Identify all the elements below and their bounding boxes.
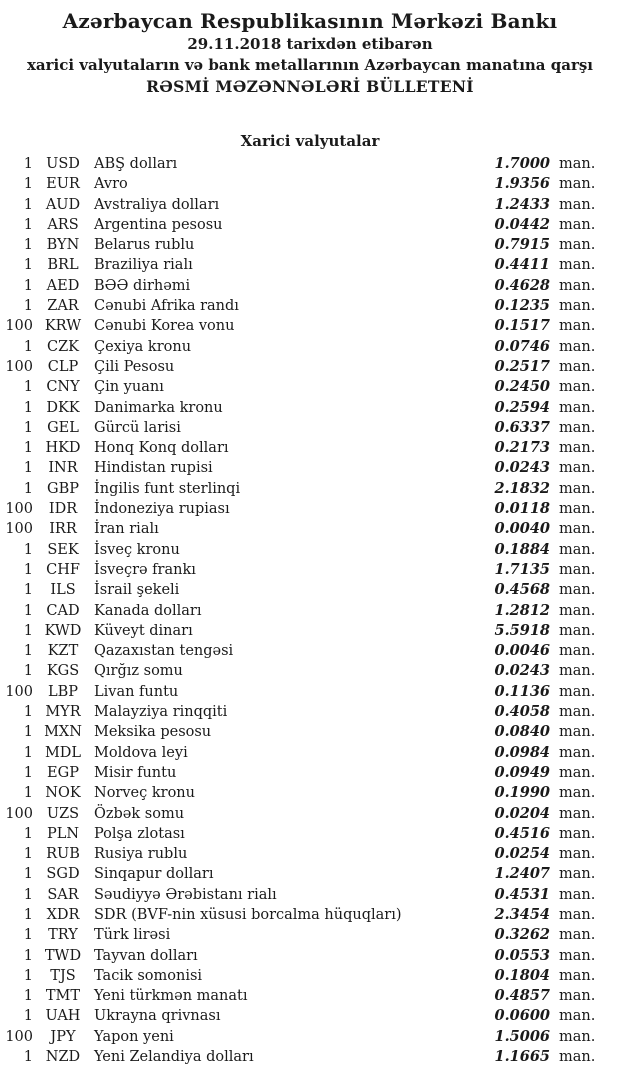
currency-name: Yapon yeni xyxy=(94,1028,174,1045)
currency-name: İsrail şekeli xyxy=(94,582,180,599)
exchange-rate: 1.9356 xyxy=(494,175,550,193)
currency-name: İndoneziya rupiası xyxy=(94,501,230,518)
nominal-quantity: 1 xyxy=(23,602,33,619)
exchange-rate: 0.1136 xyxy=(494,682,550,700)
table-row xyxy=(0,499,600,519)
exchange-rate: 2.1832 xyxy=(494,479,550,497)
currency-code: MDL xyxy=(44,744,82,761)
table-row xyxy=(0,1006,600,1026)
nominal-quantity: 100 xyxy=(5,501,33,518)
table-row xyxy=(0,458,600,478)
exchange-rate: 0.2450 xyxy=(494,378,550,396)
unit-label: man. xyxy=(559,1008,596,1025)
exchange-rate: 0.4531 xyxy=(494,885,550,903)
table-row xyxy=(0,804,600,824)
exchange-rate: 1.2433 xyxy=(494,195,550,213)
exchange-rate: 0.0840 xyxy=(494,723,550,741)
nominal-quantity: 1 xyxy=(23,846,33,863)
currency-name: BƏƏ dirhəmi xyxy=(94,277,191,294)
currency-name: İsveç kronu xyxy=(94,541,180,558)
unit-label: man. xyxy=(559,156,596,172)
table-row xyxy=(0,966,600,986)
nominal-quantity: 100 xyxy=(5,521,33,538)
currency-name: Argentina pesosu xyxy=(94,216,223,233)
table-row xyxy=(0,925,600,945)
currency-code: TWD xyxy=(44,947,82,964)
table-row xyxy=(0,255,600,275)
exchange-rate: 0.1235 xyxy=(494,297,550,315)
nominal-quantity: 1 xyxy=(23,663,33,680)
currency-rates-table xyxy=(0,154,620,1067)
unit-label: man. xyxy=(559,866,596,883)
exchange-rate: 0.0243 xyxy=(494,459,550,477)
table-row xyxy=(0,621,600,641)
unit-label: man. xyxy=(559,541,596,558)
currency-name: Qırğız somu xyxy=(94,663,183,680)
unit-label: man. xyxy=(559,501,596,518)
unit-label: man. xyxy=(559,846,596,863)
unit-label: man. xyxy=(559,480,596,497)
unit-label: man. xyxy=(559,988,596,1005)
exchange-rate: 1.2407 xyxy=(494,865,550,883)
nominal-quantity: 1 xyxy=(23,257,33,274)
table-row xyxy=(0,641,600,661)
exchange-rate: 0.0046 xyxy=(494,642,550,660)
unit-label: man. xyxy=(559,216,596,233)
table-row xyxy=(0,763,600,783)
nominal-quantity: 1 xyxy=(23,967,33,984)
currency-code: KZT xyxy=(47,643,79,660)
currency-code: ZAR xyxy=(47,298,79,315)
unit-label: man. xyxy=(559,663,596,680)
unit-label: man. xyxy=(559,947,596,964)
table-row xyxy=(0,1027,600,1047)
currency-name: İran rialı xyxy=(94,521,159,538)
exchange-rate: 0.1884 xyxy=(494,540,550,558)
currency-code: EGP xyxy=(47,764,79,781)
exchange-rate: 0.4411 xyxy=(494,256,550,274)
exchange-rate: 0.0040 xyxy=(494,520,550,538)
table-row xyxy=(0,337,600,357)
nominal-quantity: 1 xyxy=(23,1049,33,1066)
exchange-rate: 0.0204 xyxy=(494,804,550,822)
nominal-quantity: 1 xyxy=(23,399,33,416)
table-row xyxy=(0,540,600,560)
table-row xyxy=(0,357,600,377)
nominal-quantity: 1 xyxy=(23,216,33,233)
exchange-rate: 0.0553 xyxy=(494,946,550,964)
table-row xyxy=(0,864,600,884)
bank-name: Azərbaycan Respublikasının Mərkəzi Bankı xyxy=(62,9,558,33)
unit-label: man. xyxy=(559,602,596,619)
nominal-quantity: 100 xyxy=(5,358,33,375)
exchange-rate: 0.2517 xyxy=(494,357,550,375)
currency-code: GEL xyxy=(47,419,79,436)
currency-name: Türk lirəsi xyxy=(94,927,171,944)
nominal-quantity: 1 xyxy=(23,825,33,842)
currency-name: Meksika pesosu xyxy=(94,724,212,741)
unit-label: man. xyxy=(559,643,596,660)
currency-code: TMT xyxy=(45,988,81,1005)
currency-name: Çexiya kronu xyxy=(94,338,192,355)
table-row xyxy=(0,215,600,235)
nominal-quantity: 1 xyxy=(23,988,33,1005)
unit-label: man. xyxy=(559,257,596,274)
currency-code: UZS xyxy=(46,805,80,822)
currency-name: Danimarka kronu xyxy=(94,399,223,416)
nominal-quantity: 1 xyxy=(23,927,33,944)
exchange-rate: 0.1517 xyxy=(494,317,550,335)
table-row xyxy=(0,519,600,539)
table-row xyxy=(0,235,600,255)
table-row xyxy=(0,276,600,296)
exchange-rate: 1.5006 xyxy=(494,1027,550,1045)
effective-date-line: 29.11.2018 tarixdən etibarən xyxy=(187,35,433,53)
table-row xyxy=(0,316,600,336)
currency-name: Səudiyyə Ərəbistanı rialı xyxy=(94,886,277,903)
currency-name: İngilis funt sterlinqi xyxy=(94,480,241,497)
currency-code: TRY xyxy=(48,927,78,944)
currency-name: Polşa zlotası xyxy=(94,825,185,842)
nominal-quantity: 1 xyxy=(23,298,33,315)
currency-code: JPY xyxy=(50,1028,76,1045)
nominal-quantity: 1 xyxy=(23,156,33,172)
table-row xyxy=(0,154,600,174)
nominal-quantity: 1 xyxy=(23,419,33,436)
currency-name: Braziliya rialı xyxy=(94,257,193,274)
currency-code: AED xyxy=(46,277,80,294)
table-row xyxy=(0,1047,600,1067)
currency-name: Avstraliya dolları xyxy=(94,196,220,213)
subject-line: xarici valyutaların və bank metallarının Azərbaycan manatına qarşı xyxy=(26,56,594,74)
table-row xyxy=(0,195,600,215)
currency-name: Ukrayna qrivnası xyxy=(94,1008,221,1025)
currency-code: GBP xyxy=(47,480,79,497)
exchange-rate: 0.4628 xyxy=(494,276,550,294)
currency-name: Avro xyxy=(94,176,128,193)
currency-name: Tayvan dolları xyxy=(94,947,198,964)
table-row xyxy=(0,438,600,458)
nominal-quantity: 100 xyxy=(5,318,33,335)
currency-name: Misir funtu xyxy=(94,764,177,781)
currency-name: Norveç kronu xyxy=(94,785,195,802)
table-row xyxy=(0,398,600,418)
table-row xyxy=(0,946,600,966)
nominal-quantity: 1 xyxy=(23,460,33,477)
currency-code: MXN xyxy=(44,724,82,741)
table-row xyxy=(0,601,600,621)
unit-label: man. xyxy=(559,521,596,538)
unit-label: man. xyxy=(559,399,596,416)
currency-name: Kanada dolları xyxy=(94,602,202,619)
currency-name: Küveyt dinarı xyxy=(94,622,193,639)
exchange-rate: 0.0118 xyxy=(494,500,550,518)
exchange-rate: 0.0442 xyxy=(494,215,550,233)
currency-name: SDR (BVF-nin xüsusi borcalma hüquqları) xyxy=(94,906,402,923)
nominal-quantity: 1 xyxy=(23,1008,33,1025)
unit-label: man. xyxy=(559,683,596,700)
exchange-rate: 0.6337 xyxy=(494,418,550,436)
currency-name: Belarus rublu xyxy=(94,237,195,254)
currency-code: TJS xyxy=(50,967,76,984)
currency-name: Livan funtu xyxy=(94,683,179,700)
currency-name: Hindistan rupisi xyxy=(94,460,213,477)
currency-code: NZD xyxy=(45,1049,81,1066)
exchange-rate: 0.0984 xyxy=(494,743,550,761)
unit-label: man. xyxy=(559,561,596,578)
currency-code: XDR xyxy=(46,906,80,923)
currency-code: CZK xyxy=(46,338,79,355)
bulletin-header xyxy=(0,8,620,97)
currency-name: Cənubi Afrika randı xyxy=(94,298,239,315)
nominal-quantity: 100 xyxy=(5,683,33,700)
table-row xyxy=(0,783,600,803)
unit-label: man. xyxy=(559,419,596,436)
table-row xyxy=(0,885,600,905)
table-row xyxy=(0,986,600,1006)
currency-code: DKK xyxy=(46,399,80,416)
currency-code: MYR xyxy=(45,704,81,721)
bulletin-title: RƏSMİ MƏZƏNNƏLƏRİ BÜLLETENİ xyxy=(146,77,474,96)
table-row xyxy=(0,905,600,925)
unit-label: man. xyxy=(559,358,596,375)
table-row xyxy=(0,296,600,316)
nominal-quantity: 1 xyxy=(23,866,33,883)
exchange-rate: 5.5918 xyxy=(494,621,550,639)
currency-code: BYN xyxy=(46,237,80,254)
exchange-rate: 0.4857 xyxy=(494,987,550,1005)
currency-code: KWD xyxy=(44,622,82,639)
currency-code: CAD xyxy=(46,602,80,619)
nominal-quantity: 1 xyxy=(23,338,33,355)
currency-code: NOK xyxy=(45,785,81,802)
exchange-rate: 1.2812 xyxy=(494,601,550,619)
unit-label: man. xyxy=(559,967,596,984)
table-row xyxy=(0,479,600,499)
currency-code: CHF xyxy=(46,561,80,578)
currency-code: BRL xyxy=(47,257,79,274)
currency-name: Yeni Zelandiya dolları xyxy=(94,1049,254,1066)
table-row xyxy=(0,844,600,864)
nominal-quantity: 1 xyxy=(23,906,33,923)
exchange-rate: 0.1990 xyxy=(494,784,550,802)
unit-label: man. xyxy=(559,886,596,903)
exchange-rate: 1.7135 xyxy=(494,560,550,578)
currency-code: KRW xyxy=(44,318,82,335)
nominal-quantity: 1 xyxy=(23,643,33,660)
currency-code: UAH xyxy=(45,1008,81,1025)
nominal-quantity: 1 xyxy=(23,379,33,396)
exchange-rate: 0.4058 xyxy=(494,703,550,721)
table-row xyxy=(0,377,600,397)
section-title-foreign-currencies: Xarici valyutalar xyxy=(240,132,380,150)
unit-label: man. xyxy=(559,1028,596,1045)
currency-name: Moldova leyi xyxy=(94,744,188,761)
currency-name: Malayziya rinqqiti xyxy=(94,704,228,721)
nominal-quantity: 1 xyxy=(23,582,33,599)
unit-label: man. xyxy=(559,379,596,396)
currency-code: SAR xyxy=(47,886,79,903)
exchange-rate: 0.1804 xyxy=(494,966,550,984)
nominal-quantity: 1 xyxy=(23,176,33,193)
exchange-rate: 0.3262 xyxy=(494,926,550,944)
unit-label: man. xyxy=(559,196,596,213)
currency-code: HKD xyxy=(45,440,81,457)
nominal-quantity: 1 xyxy=(23,704,33,721)
currency-name: Özbək somu xyxy=(94,805,185,822)
unit-label: man. xyxy=(559,298,596,315)
nominal-quantity: 1 xyxy=(23,440,33,457)
currency-name: Sinqapur dolları xyxy=(94,866,214,883)
table-row xyxy=(0,702,600,722)
currency-name: Qazaxıstan tengəsi xyxy=(94,643,234,660)
currency-name: İsveçrə frankı xyxy=(94,561,196,578)
nominal-quantity: 100 xyxy=(5,805,33,822)
unit-label: man. xyxy=(559,318,596,335)
currency-code: CNY xyxy=(46,379,80,396)
currency-code: ARS xyxy=(47,216,79,233)
currency-code: ILS xyxy=(50,582,76,599)
unit-label: man. xyxy=(559,622,596,639)
table-row xyxy=(0,722,600,742)
currency-name: Gürcü larisi xyxy=(94,419,181,436)
unit-label: man. xyxy=(559,927,596,944)
nominal-quantity: 1 xyxy=(23,480,33,497)
currency-code: AUD xyxy=(45,196,81,213)
exchange-rate: 0.4516 xyxy=(494,824,550,842)
unit-label: man. xyxy=(559,440,596,457)
currency-name: Tacik somonisi xyxy=(94,967,203,984)
currency-code: USD xyxy=(46,156,80,172)
exchange-rate: 0.2594 xyxy=(494,398,550,416)
table-row xyxy=(0,560,600,580)
currency-name: Çili Pesosu xyxy=(94,358,175,375)
nominal-quantity: 1 xyxy=(23,785,33,802)
exchange-rate: 0.4568 xyxy=(494,581,550,599)
table-row xyxy=(0,661,600,681)
nominal-quantity: 1 xyxy=(23,277,33,294)
nominal-quantity: 1 xyxy=(23,561,33,578)
exchange-rate: 0.0949 xyxy=(494,763,550,781)
currency-name: Cənubi Korea vonu xyxy=(94,318,235,335)
currency-code: SEK xyxy=(47,541,79,558)
currency-code: LBP xyxy=(47,683,79,700)
unit-label: man. xyxy=(559,906,596,923)
nominal-quantity: 1 xyxy=(23,764,33,781)
exchange-rate: 2.3454 xyxy=(494,905,550,923)
currency-code: IDR xyxy=(48,501,78,518)
currency-code: INR xyxy=(48,460,78,477)
currency-code: PLN xyxy=(46,825,80,842)
nominal-quantity: 1 xyxy=(23,724,33,741)
nominal-quantity: 1 xyxy=(23,622,33,639)
nominal-quantity: 1 xyxy=(23,237,33,254)
table-row xyxy=(0,580,600,600)
exchange-rate: 1.1665 xyxy=(494,1048,550,1066)
currency-name: Honq Konq dolları xyxy=(94,440,229,457)
currency-code: SGD xyxy=(46,866,80,883)
exchange-rate: 0.0254 xyxy=(494,845,550,863)
currency-code: RUB xyxy=(46,846,80,863)
unit-label: man. xyxy=(559,805,596,822)
nominal-quantity: 1 xyxy=(23,744,33,761)
unit-label: man. xyxy=(559,724,596,741)
unit-label: man. xyxy=(559,237,596,254)
table-row xyxy=(0,682,600,702)
exchange-rate: 0.2173 xyxy=(494,439,550,457)
nominal-quantity: 1 xyxy=(23,886,33,903)
table-row xyxy=(0,824,600,844)
table-row xyxy=(0,743,600,763)
currency-code: EUR xyxy=(46,176,80,193)
exchange-rate: 0.0600 xyxy=(494,1007,550,1025)
unit-label: man. xyxy=(559,460,596,477)
currency-name: Rusiya rublu xyxy=(94,846,188,863)
exchange-rate: 0.7915 xyxy=(494,236,550,254)
unit-label: man. xyxy=(559,785,596,802)
nominal-quantity: 1 xyxy=(23,541,33,558)
currency-name: ABŞ dolları xyxy=(94,156,178,172)
nominal-quantity: 1 xyxy=(23,947,33,964)
exchange-rate: 1.7000 xyxy=(494,155,550,172)
unit-label: man. xyxy=(559,744,596,761)
unit-label: man. xyxy=(559,1049,596,1066)
nominal-quantity: 1 xyxy=(23,196,33,213)
unit-label: man. xyxy=(559,277,596,294)
exchange-rate: 0.0746 xyxy=(494,337,550,355)
unit-label: man. xyxy=(559,338,596,355)
unit-label: man. xyxy=(559,764,596,781)
unit-label: man. xyxy=(559,825,596,842)
currency-code: KGS xyxy=(46,663,80,680)
currency-name: Çin yuanı xyxy=(94,379,164,396)
unit-label: man. xyxy=(559,704,596,721)
table-row xyxy=(0,174,600,194)
currency-code: CLP xyxy=(47,358,79,375)
table-row xyxy=(0,418,600,438)
nominal-quantity: 100 xyxy=(5,1028,33,1045)
exchange-rate: 0.0243 xyxy=(494,662,550,680)
unit-label: man. xyxy=(559,176,596,193)
currency-name: Yeni türkmən manatı xyxy=(94,988,248,1005)
currency-code: IRR xyxy=(49,521,77,538)
unit-label: man. xyxy=(559,582,596,599)
